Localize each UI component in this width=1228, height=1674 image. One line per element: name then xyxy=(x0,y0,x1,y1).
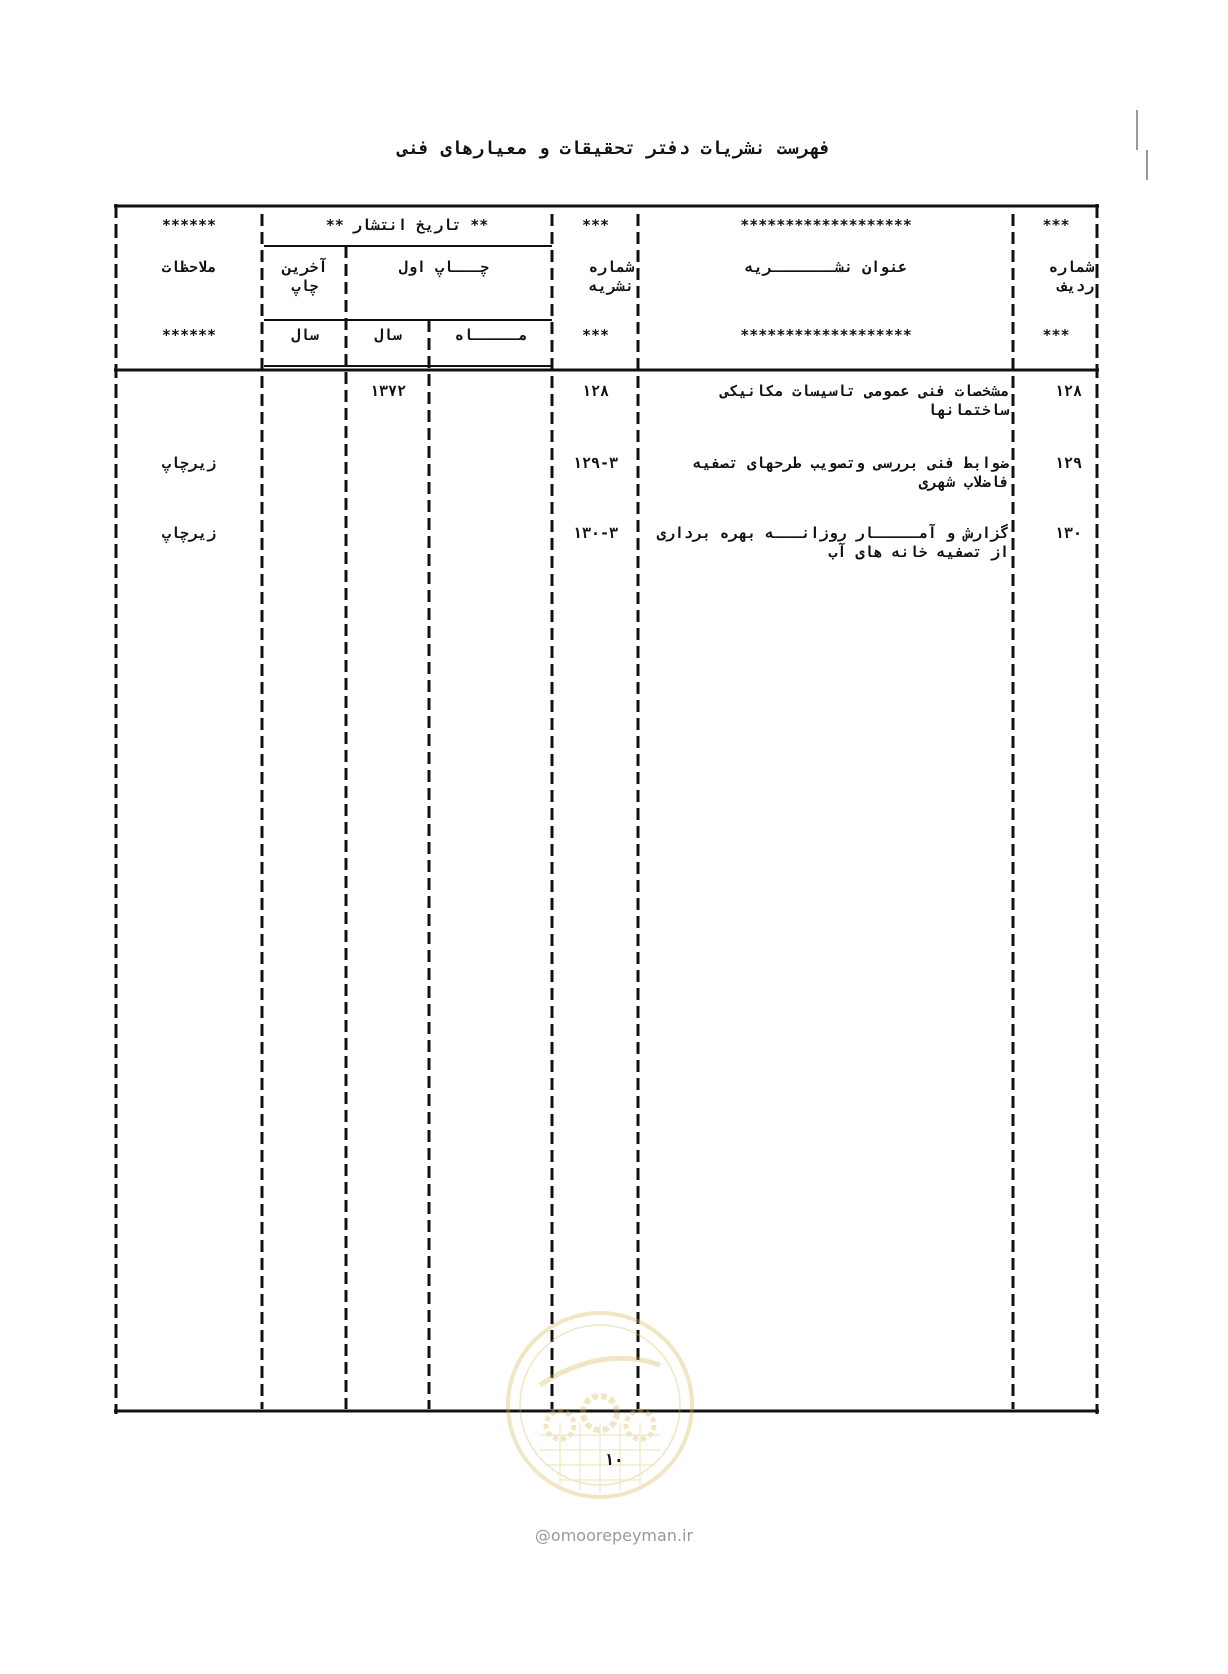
header-publication-number: شماره نشریه xyxy=(579,258,634,295)
header-notes: ملاحظات xyxy=(161,258,217,276)
publication-title: ضوابط فنی بررسی وتصویب طرحهای تصفیه فاضلاب شهری xyxy=(683,454,1009,491)
subheader-month: مـــــاه xyxy=(454,326,528,344)
publication-notes: زیرچاپ xyxy=(161,454,217,472)
row-number: ۱۲۹ xyxy=(1054,454,1082,472)
publication-number: ۱۳۰-۳ xyxy=(572,524,619,542)
header-stars-notes: ****** xyxy=(161,216,217,234)
header-date-group: ** تاریخ انتشار ** xyxy=(325,216,489,234)
watermark-url: @omoorepeyman.ir xyxy=(534,1526,694,1545)
subheader-stars-row-no: *** xyxy=(1042,326,1070,344)
header-last-print: آخرین چاپ xyxy=(273,258,328,295)
scan-mark xyxy=(1146,150,1148,180)
watermark-logo xyxy=(500,1305,700,1505)
subheader-year-last: سال xyxy=(291,326,319,344)
subheader-stars-title: ******************* xyxy=(740,326,912,344)
publication-title: گزارش و آمـــــار روزانـــه بهره برداری از تصفیه خانه های آب xyxy=(647,524,1009,561)
page-number: ۱۰ xyxy=(604,1450,624,1469)
header-row-number: شماره ردیف xyxy=(1039,258,1094,295)
scan-mark xyxy=(1136,110,1138,150)
header-stars-title: ******************* xyxy=(740,216,912,234)
subheader-stars-pub-no: *** xyxy=(581,326,610,344)
publications-table xyxy=(114,204,1099,1415)
page-title: فهرست نشریات دفتر تحقیقات و معیارهای فنی xyxy=(397,138,831,159)
publication-number: ۱۲۸ xyxy=(581,382,610,400)
publication-title: مشخصات فنی عمومی تاسیسات مکانیکی ساختمانها xyxy=(710,382,1009,419)
publication-notes: زیرچاپ xyxy=(161,524,217,542)
publication-number: ۱۲۹-۳ xyxy=(572,454,619,472)
header-stars-row-no: *** xyxy=(1042,216,1070,234)
subheader-year-first: سال xyxy=(374,326,402,344)
header-first-print: چـــاپ اول xyxy=(398,258,490,276)
header-title: عنوان نشـــــــریه xyxy=(744,258,908,276)
row-number: ۱۲۸ xyxy=(1054,382,1082,400)
subheader-stars-notes: ****** xyxy=(161,326,217,344)
row-number: ۱۳۰ xyxy=(1054,524,1082,542)
publication-year-first: ۱۳۷۲ xyxy=(369,382,407,400)
header-stars-pub-no: *** xyxy=(581,216,610,234)
